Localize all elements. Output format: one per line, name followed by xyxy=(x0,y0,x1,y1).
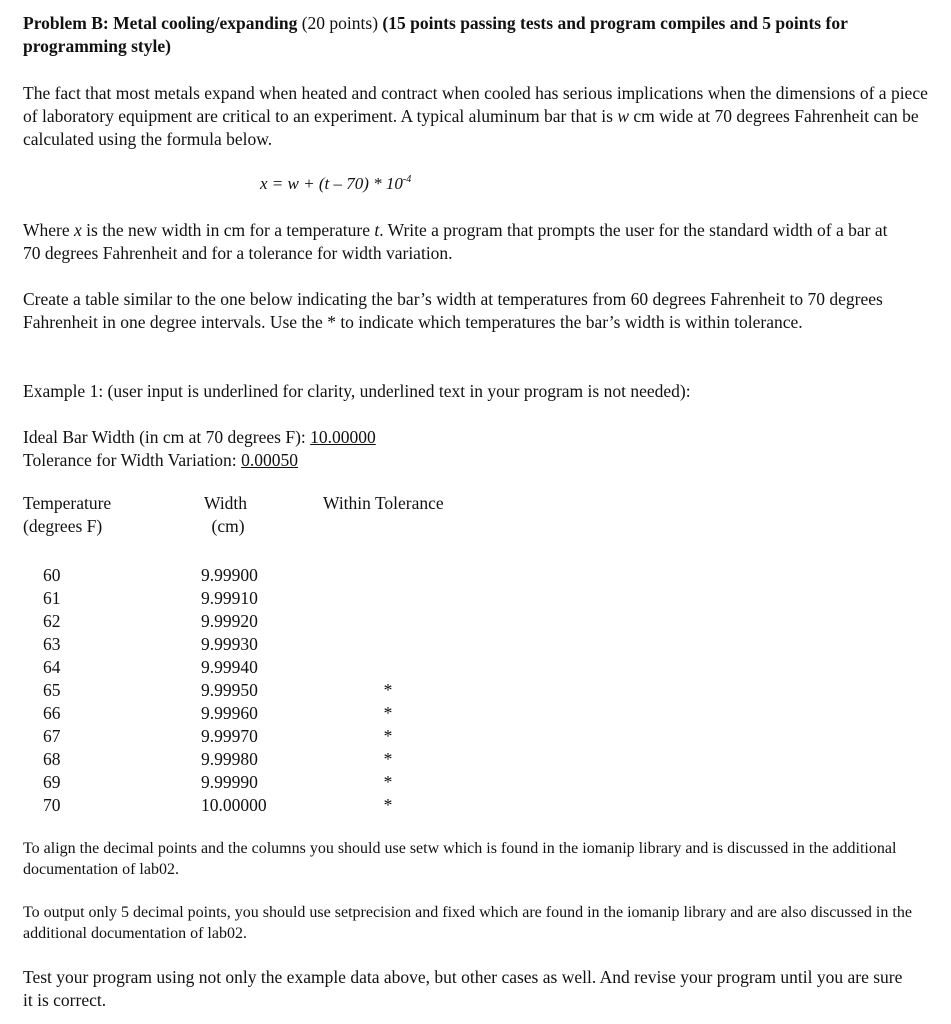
width-cell: 9.99970 xyxy=(201,726,258,746)
width-cell: 9.99930 xyxy=(201,634,258,654)
tolerance-star-cell: * xyxy=(383,703,393,723)
table-row xyxy=(23,794,543,817)
table-row xyxy=(23,564,543,587)
header-within-tolerance: Within Tolerance xyxy=(323,493,444,513)
width-cell: 9.99910 xyxy=(201,588,258,608)
header-width-line1: Width xyxy=(204,493,248,513)
temperature-cell: 68 xyxy=(43,749,61,769)
ideal-width-value: 10.00000 xyxy=(310,427,376,447)
temperature-cell: 70 xyxy=(43,795,61,815)
width-formula xyxy=(260,174,411,194)
setw-note: To align the decimal points and the columns you should use setw which is found in the iomanip library and is discussed in the additional documentation of lab02. xyxy=(23,840,897,878)
title-points: (20 points) xyxy=(297,13,383,33)
tolerance-star-cell: * xyxy=(383,772,393,792)
table-row xyxy=(23,587,543,610)
intro-var-w: w xyxy=(617,106,630,126)
table-row xyxy=(23,771,543,794)
temperature-cell: 60 xyxy=(43,565,61,585)
header-width xyxy=(204,492,247,538)
width-cell: 9.99960 xyxy=(201,703,258,723)
where-var-x: x xyxy=(74,220,82,240)
title-breakdown: (15 points passing tests and program compiles and 5 points for programming style) xyxy=(23,13,848,56)
temperature-cell: 66 xyxy=(43,703,61,723)
width-cell: 9.99980 xyxy=(201,749,258,769)
setprecision-note: To output only 5 decimal points, you should use setprecision and fixed which are found in the iomanip library and are also discussed in the additional documentation of lab02. xyxy=(23,904,912,942)
intro-text-2: cm wide at 70 degrees Fahrenheit can be calculated using the formula below. xyxy=(23,106,919,149)
temperature-cell: 67 xyxy=(43,726,61,746)
test-note: Test your program using not only the example data above, but other cases as well. And revise your program until you are sure it is correct. xyxy=(23,967,903,1010)
intro-text-1: The fact that most metals expand when heated and contract when cooled has serious implications when the dimensions of a piece of laboratory equipment are critical to an experiment. A typical aluminum bar that is xyxy=(23,83,928,126)
tolerance-star-cell: * xyxy=(383,795,393,815)
table-row xyxy=(23,725,543,748)
tolerance-star-cell: * xyxy=(383,680,393,700)
header-width-line2: (cm) xyxy=(211,516,245,536)
width-cell: 9.99900 xyxy=(201,565,258,585)
create-table-paragraph: Create a table similar to the one below indicating the bar’s width at temperatures from 60 degrees Fahrenheit to 70 degrees Fahrenheit in one degree intervals. Use the * to indicate which temperatures the bar’s width is within tolerance. xyxy=(23,289,883,332)
formula-exponent: -4 xyxy=(402,174,412,185)
header-temperature-line1: Temperature xyxy=(23,493,112,513)
temperature-cell: 63 xyxy=(43,634,61,654)
formula-base: x = w + (t – 70) * 10 xyxy=(260,174,403,193)
width-cell: 9.99950 xyxy=(201,680,258,700)
header-temperature xyxy=(23,492,111,538)
table-row xyxy=(23,748,543,771)
width-cell: 9.99940 xyxy=(201,657,258,677)
table-row xyxy=(23,633,543,656)
table-row xyxy=(23,679,543,702)
where-paragraph xyxy=(23,219,903,265)
width-cell: 10.00000 xyxy=(201,795,267,815)
ideal-width-label: Ideal Bar Width (in cm at 70 degrees F): xyxy=(23,427,311,447)
temperature-cell: 64 xyxy=(43,657,61,677)
temperature-cell: 61 xyxy=(43,588,61,608)
tolerance-label: Tolerance for Width Variation: xyxy=(23,450,242,470)
title-name: Problem B: Metal cooling/expanding xyxy=(23,13,298,33)
where-var-t: t xyxy=(374,220,380,240)
where-text-2: is the new width in cm for a temperature xyxy=(81,220,375,240)
tolerance-star-cell: * xyxy=(383,726,393,746)
table-body xyxy=(23,564,543,817)
temperature-cell: 62 xyxy=(43,611,61,631)
width-cell: 9.99920 xyxy=(201,611,258,631)
ideal-width-line xyxy=(23,426,928,449)
tolerance-value: 0.00050 xyxy=(241,450,298,470)
table-row xyxy=(23,702,543,725)
table-row xyxy=(23,656,543,679)
where-text-1: Where xyxy=(23,220,75,240)
tolerance-star-cell: * xyxy=(383,749,393,769)
header-temperature-line2: (degrees F) xyxy=(23,516,103,536)
example-heading: Example 1: (user input is underlined for clarity, underlined text in your program is not needed): xyxy=(23,381,691,401)
width-cell: 9.99990 xyxy=(201,772,258,792)
problem-title xyxy=(23,12,928,58)
where-text-3: . Write a program that prompts the user for the standard width of a bar at 70 degrees Fahrenheit and for a tolerance for width variation. xyxy=(23,220,888,263)
temperature-cell: 69 xyxy=(43,772,61,792)
table-row xyxy=(23,610,543,633)
tolerance-line xyxy=(23,449,928,472)
intro-paragraph xyxy=(23,82,928,151)
temperature-cell: 65 xyxy=(43,680,61,700)
